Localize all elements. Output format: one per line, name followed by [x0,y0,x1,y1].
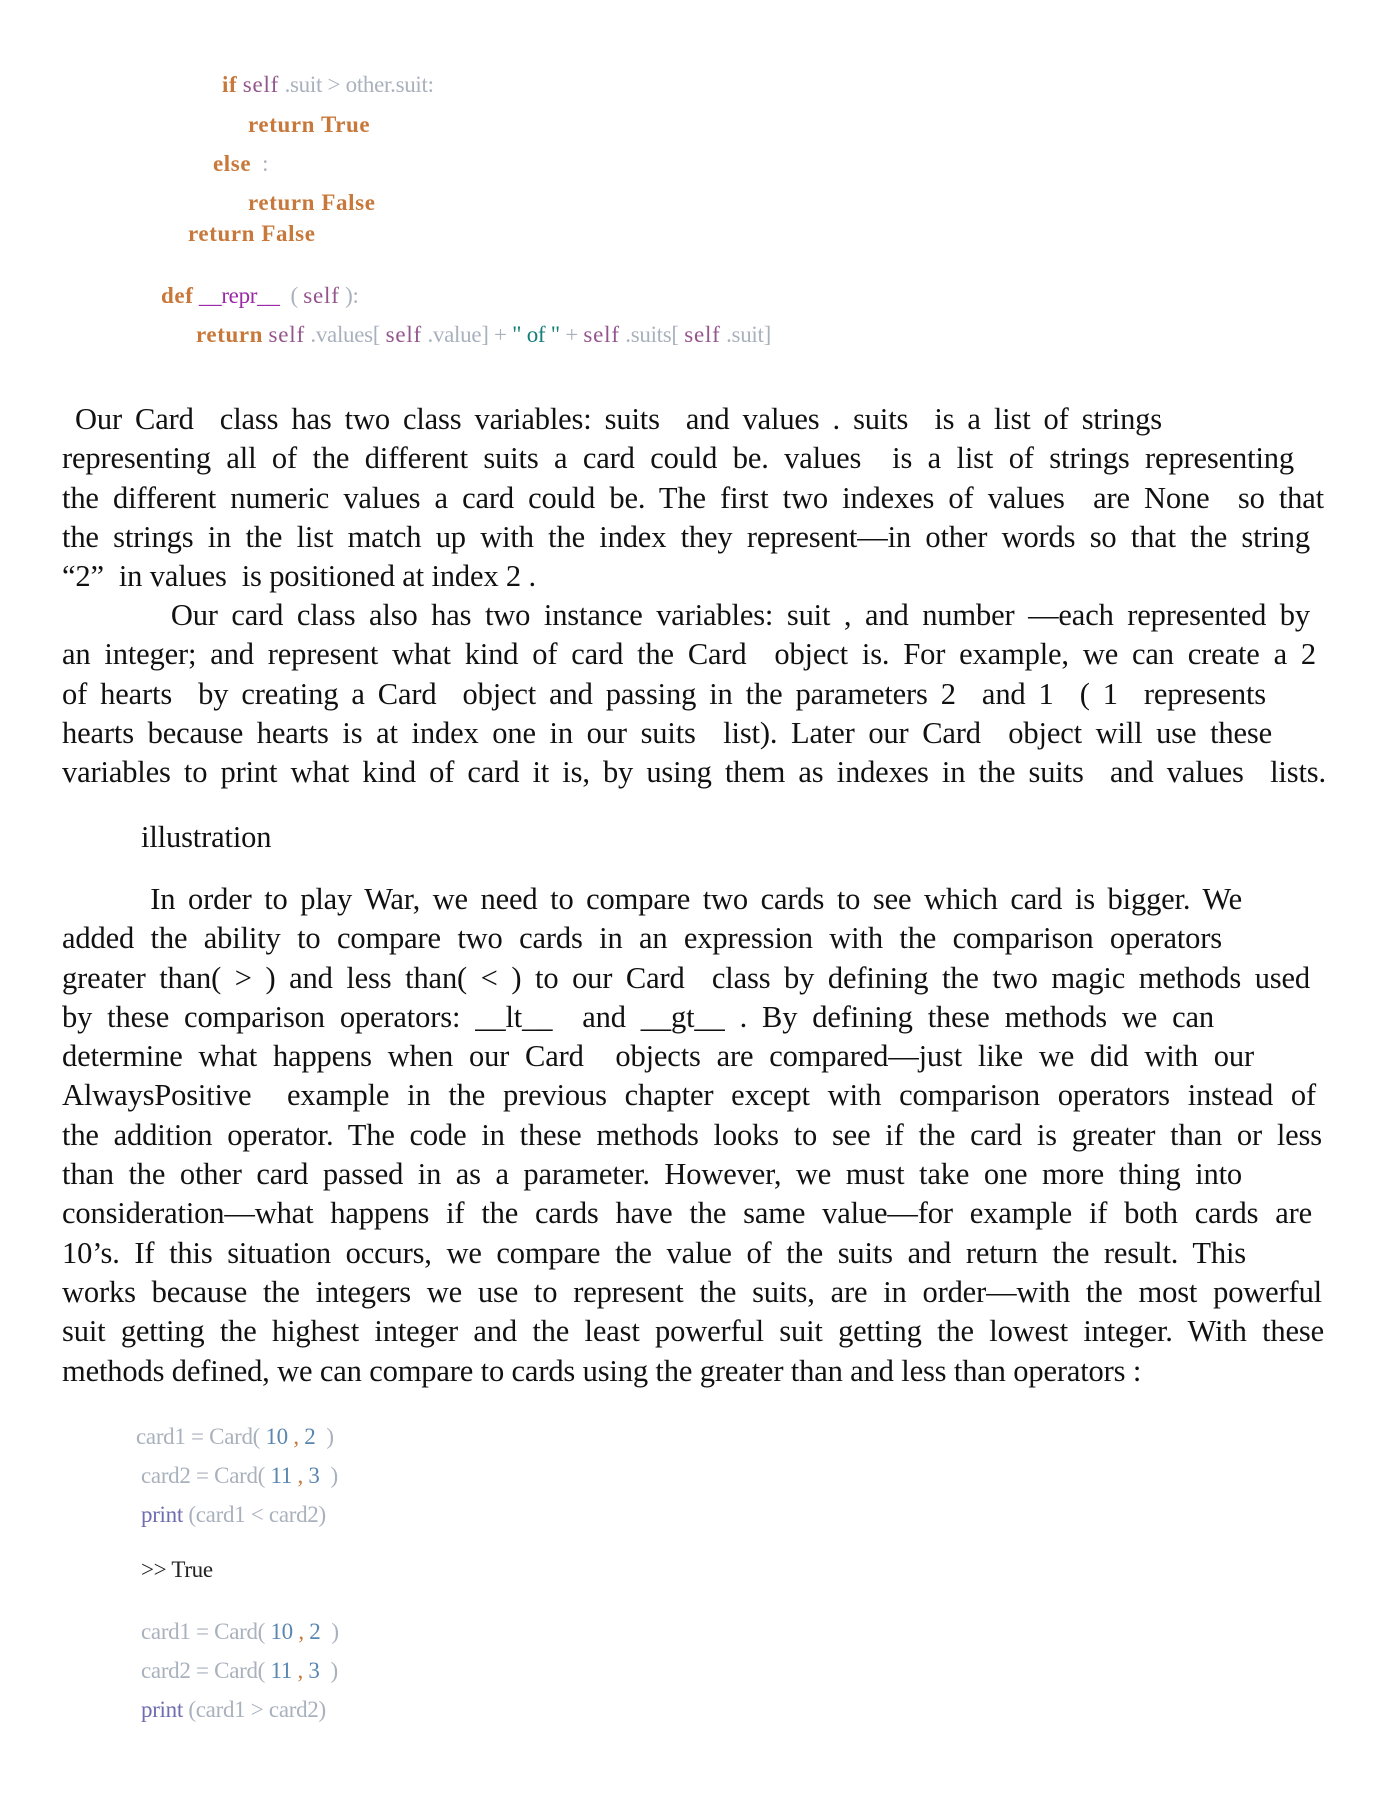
text-line: the strings in the list match up with the index they represent—in other words so that the string [62,519,1310,554]
code-line-if-suit [222,71,434,99]
code-text: .suits[ [619,322,685,347]
keyword: if [222,72,238,97]
keyword: return False [248,190,376,215]
code-text: ) [320,1619,339,1644]
code-line-card1 [136,1423,334,1451]
text-line: AlwaysPositive example in the previous chapter except with comparison operators instead of [62,1078,1316,1113]
text-line: variables to print what kind of card it is, by using them as indexes in the suits and values lists. [62,755,1326,790]
keyword: return [196,322,264,347]
paragraph-instance-variables [62,596,1330,792]
text-line: Our Card class has two class variables: suits and values . suits is a list of strings [62,402,1162,436]
code-line-return-false-outer [188,220,316,248]
text-line: consideration—what happens if the cards have the same value—for example if both cards are [62,1196,1312,1231]
code-line-card2 [141,1462,338,1490]
text-line: Our card class also has two instance variables: suit , and number —each represented by [62,598,1310,632]
code-text: card2 = Card( [141,1463,271,1488]
code-line-return-repr [196,321,771,349]
code-line-print [141,1696,326,1724]
code-text: .values[ [304,322,386,347]
number-literal: 10 [270,1619,293,1644]
illustration-placeholder [141,818,541,857]
builtin-function: print [141,1502,183,1527]
self-token: self [268,322,305,347]
code-text: card1 = Card( [141,1619,271,1644]
string-literal: " of " [512,322,560,347]
text-line: than the other card passed in as a parameter. However, we must take one more thing into [62,1157,1242,1192]
self-token: self [385,322,423,347]
code-text: ) [319,1463,338,1488]
builtin-function: print [141,1697,183,1722]
code-line-card2 [141,1657,338,1685]
keyword: return True [248,112,371,137]
comma: , [292,1658,309,1683]
number-literal: 3 [308,1463,320,1488]
code-text: ): [339,283,359,308]
text-line: of hearts by creating a Card object and passing in the parameters 2 and 1 ( 1 represents [62,676,1266,711]
number-literal: 2 [309,1619,321,1644]
code-text: + [559,322,584,347]
code-text: .suit > other.suit: [279,72,434,97]
self-token: self [583,322,620,347]
code-text: : [251,151,269,176]
text-line: hearts because hearts is at index one in our suits list). Later our Card object will use these [62,715,1272,750]
number-literal: 3 [308,1658,320,1683]
code-line-return-false-inner [248,189,376,217]
code-text: .suit] [720,322,771,347]
text-line: an integer; and represent what kind of card the Card object is. For example, we can create a 2 [62,637,1316,672]
number-literal: 11 [270,1463,293,1488]
self-token: self [303,283,340,308]
code-text: card1 = Card( [136,1424,266,1449]
code-text: (card1 > card2) [182,1697,326,1722]
text-line: methods defined, we can compare to cards using the greater than and less than operators : [62,1353,1142,1388]
code-line-else [213,150,268,178]
function-name: __repr__ [198,283,280,308]
paragraph-comparison-operators [62,880,1330,1391]
text-line: determine what happens when our Card objects are compared—just like we did with our [62,1039,1254,1074]
code-text: (card1 < card2) [182,1502,326,1527]
code-text: card2 = Card( [141,1658,271,1683]
text-line: “2” in values is positioned at index 2 . [62,559,536,594]
text-line: In order to play War, we need to compare two cards to see which card is bigger. We [62,882,1242,916]
code-line-return-true [248,111,370,139]
text-line: by these comparison operators: __lt__ and __gt__ . By defining these methods we can [62,999,1214,1034]
number-literal: 10 [265,1424,288,1449]
keyword: else [213,151,252,176]
text-line: added the ability to compare two cards in an expression with the comparison operators [62,921,1222,956]
comma: , [292,1619,310,1644]
paragraph-class-variables [62,400,1330,596]
code-line-def-repr [161,282,359,310]
self-token: self [242,72,280,97]
code-text: ) [319,1658,338,1683]
text-line: suit getting the highest integer and the least powerful suit getting the lowest integer. With these [62,1314,1324,1349]
text-line: greater than( > ) and less than( < ) to our Card class by defining the two magic methods used [62,960,1310,995]
text-line: works because the integers we use to represent the suits, are in order—with the most powerful [62,1274,1322,1309]
number-literal: 11 [270,1658,293,1683]
code-line-card1 [141,1618,339,1646]
keyword: def [161,283,194,308]
code-text: ( [279,283,304,308]
illustration-label: illustration [141,820,272,854]
code-output: >> True [141,1557,213,1582]
text-line: 10’s. If this situation occurs, we compare the value of the suits and return the result. This [62,1235,1246,1270]
comma: , [287,1424,305,1449]
text-line: the addition operator. The code in these methods looks to see if the card is greater than or less [62,1117,1322,1152]
code-text: ) [315,1424,334,1449]
code-line-print [141,1501,326,1529]
code-text: .value] + [422,322,513,347]
text-line: the different numeric values a card could be. The first two indexes of values are None so that [62,480,1324,515]
number-literal: 2 [304,1424,316,1449]
comma: , [292,1463,309,1488]
keyword: return False [188,221,316,246]
self-token: self [684,322,721,347]
text-line: representing all of the different suits a card could be. values is a list of strings representing [62,441,1294,476]
